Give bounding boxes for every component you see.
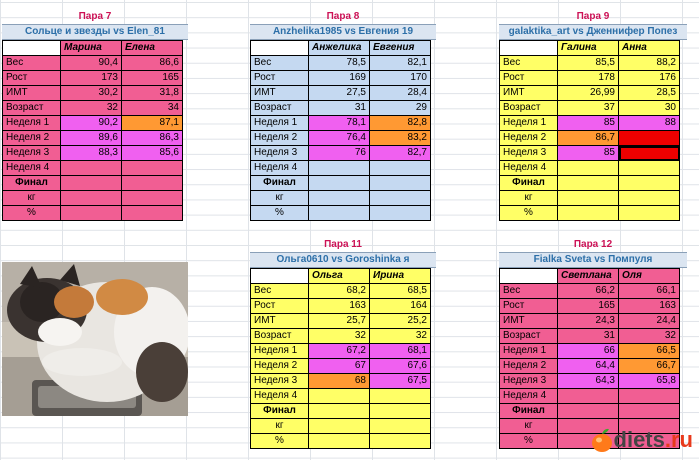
value-cell: 65,8 [619,374,680,389]
row-label: Неделя 1 [251,344,309,359]
logo-text [614,427,693,453]
header-corner [251,269,309,284]
row-label: Возраст [500,329,558,344]
table-row [500,374,680,389]
row-label: Неделя 2 [500,359,558,374]
row-label: ИМТ [500,314,558,329]
pair-title: Пара 9 [576,11,610,22]
summary-cell [309,434,370,449]
row-label: Возраст [500,101,558,116]
summary-label: % [500,206,558,221]
table-row [500,314,680,329]
pair-title: Пара 12 [573,239,613,250]
table-row [251,344,431,359]
summary-label: Финал [251,404,309,419]
pair-subtitle: Ольга0610 vs Goroshinka я [250,252,436,268]
value-cell: 85,6 [122,146,183,161]
value-cell: 173 [61,71,122,86]
summary-label: кг [3,191,61,206]
value-cell: 27,5 [309,86,370,101]
value-cell: 88,3 [61,146,122,161]
row-label: Вес [3,56,61,71]
value-cell: 86,6 [122,56,183,71]
value-cell: 82,8 [370,116,431,131]
logo-main: diets [613,427,665,452]
summary-row [3,191,183,206]
value-cell: 25,7 [309,314,370,329]
value-cell [619,146,680,161]
row-label: Рост [251,299,309,314]
summary-cell [370,176,431,191]
summary-cell [558,191,619,206]
row-label: Неделя 1 [3,116,61,131]
summary-label: Финал [500,176,558,191]
header-corner [3,41,61,56]
value-cell: 67,6 [370,359,431,374]
value-cell: 66,5 [619,344,680,359]
table-row [500,101,680,116]
value-cell: 82,7 [370,146,431,161]
table-row [251,101,431,116]
row-label: ИМТ [500,86,558,101]
value-cell [558,161,619,176]
summary-row [3,206,183,221]
row-label: Неделя 3 [251,146,309,161]
table-row [500,131,680,146]
header-corner [500,41,558,56]
value-cell: 68 [309,374,370,389]
table-row [500,389,680,404]
summary-label: % [251,206,309,221]
summary-cell [122,191,183,206]
value-cell: 32 [370,329,431,344]
table-row [251,161,431,176]
row-label: Неделя 2 [251,359,309,374]
logo-suffix: .ru [664,427,693,452]
summary-cell [558,206,619,221]
pair-title: Пара 8 [326,11,360,22]
value-cell: 64,4 [558,359,619,374]
value-cell: 66,7 [619,359,680,374]
value-cell: 89,6 [61,131,122,146]
row-label: Неделя 2 [251,131,309,146]
table-row [251,146,431,161]
row-label: Возраст [3,101,61,116]
table-row [3,101,183,116]
row-label: Неделя 1 [500,344,558,359]
table-row [251,374,431,389]
header-row [3,41,183,56]
row-label: Вес [251,56,309,71]
table-row [3,71,183,86]
row-label: Неделя 4 [500,389,558,404]
column-header: Евгения [370,41,431,56]
table-row [251,299,431,314]
summary-cell [370,191,431,206]
row-label: Вес [251,284,309,299]
table-row [251,131,431,146]
row-label: Неделя 3 [500,374,558,389]
header-corner [251,41,309,56]
value-cell: 88 [619,116,680,131]
header-corner [500,269,558,284]
table-row [500,56,680,71]
pair-subtitle: Anzhelika1985 vs Евгения 19 [250,24,436,40]
value-cell: 88,2 [619,56,680,71]
summary-row [251,404,431,419]
value-cell: 34 [122,101,183,116]
row-label: Возраст [251,101,309,116]
value-cell [122,161,183,176]
table-row [251,56,431,71]
value-cell: 164 [370,299,431,314]
value-cell: 68,5 [370,284,431,299]
value-cell: 66,1 [619,284,680,299]
value-cell: 32 [61,101,122,116]
value-cell: 67,2 [309,344,370,359]
header-row [251,269,431,284]
summary-cell [61,191,122,206]
value-cell: 29 [370,101,431,116]
row-label: Неделя 4 [251,389,309,404]
row-label: ИМТ [251,86,309,101]
summary-label: кг [251,191,309,206]
summary-cell [61,176,122,191]
row-label: Неделя 3 [500,146,558,161]
value-cell [619,389,680,404]
value-cell: 24,3 [558,314,619,329]
value-cell: 90,4 [61,56,122,71]
value-cell: 24,4 [619,314,680,329]
value-cell [309,389,370,404]
table-row [251,359,431,374]
summary-cell [309,404,370,419]
row-label: Неделя 3 [3,146,61,161]
pair-title: Пара 11 [324,239,362,250]
summary-cell [619,404,680,419]
row-label: Рост [3,71,61,86]
table-row [251,71,431,86]
value-cell: 87,1 [122,116,183,131]
row-label: Неделя 4 [500,161,558,176]
row-label: Вес [500,56,558,71]
summary-row [251,206,431,221]
value-cell: 90,2 [61,116,122,131]
row-label: ИМТ [251,314,309,329]
row-label: Возраст [251,329,309,344]
table-row [251,389,431,404]
value-cell [370,161,431,176]
value-cell: 30,2 [61,86,122,101]
summary-cell [61,206,122,221]
table-row [500,329,680,344]
value-cell: 68,2 [309,284,370,299]
summary-row [500,176,680,191]
summary-row [251,176,431,191]
value-cell: 37 [558,101,619,116]
column-header: Марина [61,41,122,56]
value-cell: 31,8 [122,86,183,101]
header-row [251,41,431,56]
table-row [500,359,680,374]
row-label: Рост [500,71,558,86]
value-cell: 66,2 [558,284,619,299]
value-cell [309,161,370,176]
header-row [500,269,680,284]
summary-cell [309,191,370,206]
value-cell: 67 [309,359,370,374]
column-header: Оля [619,269,680,284]
summary-row [251,419,431,434]
column-header: Анжелика [309,41,370,56]
summary-row [500,206,680,221]
pair-table [499,268,680,449]
value-cell: 178 [558,71,619,86]
summary-row [500,191,680,206]
value-cell: 85 [558,146,619,161]
value-cell: 82,1 [370,56,431,71]
value-cell: 31 [309,101,370,116]
column-header: Анна [619,41,680,56]
table-row [251,86,431,101]
value-cell: 176 [619,71,680,86]
value-cell: 32 [309,329,370,344]
value-cell: 78,5 [309,56,370,71]
summary-cell [122,206,183,221]
table-row [3,56,183,71]
diets-logo [590,426,693,454]
row-label: Рост [251,71,309,86]
value-cell: 68,1 [370,344,431,359]
value-cell: 86,3 [122,131,183,146]
table-row [500,116,680,131]
row-label: Неделя 1 [251,116,309,131]
summary-cell [619,191,680,206]
summary-cell [370,206,431,221]
pair-table [499,40,680,221]
value-cell: 31 [558,329,619,344]
value-cell [558,389,619,404]
value-cell: 163 [309,299,370,314]
cat-photo [2,262,188,416]
summary-row [500,404,680,419]
summary-label: % [251,434,309,449]
column-header: Галина [558,41,619,56]
pair-subtitle: galaktika_art vs Дженнифер Попез [499,24,687,40]
value-cell: 25,2 [370,314,431,329]
value-cell: 83,2 [370,131,431,146]
summary-cell [122,176,183,191]
value-cell [619,161,680,176]
column-header: Елена [122,41,183,56]
cat-photo-icon [2,262,188,416]
value-cell: 64,3 [558,374,619,389]
summary-cell [370,419,431,434]
table-row [3,146,183,161]
pair-table [250,40,431,221]
value-cell: 85,5 [558,56,619,71]
pair-subtitle: Fialka Sveta vs Помпуля [499,252,687,268]
header-row [500,41,680,56]
value-cell: 85 [558,116,619,131]
summary-label: Финал [251,176,309,191]
value-cell: 26,99 [558,86,619,101]
value-cell: 165 [558,299,619,314]
pair-table [250,268,431,449]
pair-subtitle: Сольце и звезды vs Elen_81 [2,24,188,40]
column-header: Ирина [370,269,431,284]
value-cell [619,131,680,146]
row-label: Неделя 2 [500,131,558,146]
value-cell: 66 [558,344,619,359]
table-row [500,86,680,101]
summary-cell [370,434,431,449]
summary-cell [619,176,680,191]
value-cell: 76 [309,146,370,161]
summary-cell [558,176,619,191]
table-row [251,116,431,131]
table-row [251,314,431,329]
row-label: Неделя 4 [3,161,61,176]
summary-label: кг [500,191,558,206]
table-row [500,161,680,176]
summary-label: кг [251,419,309,434]
row-label: Неделя 1 [500,116,558,131]
row-label: Неделя 3 [251,374,309,389]
table-row [500,146,680,161]
summary-label: кг [500,419,558,434]
value-cell: 28,4 [370,86,431,101]
table-row [500,71,680,86]
column-header: Светлана [558,269,619,284]
value-cell: 165 [122,71,183,86]
pair-title: Пара 7 [78,11,112,22]
table-row [251,284,431,299]
summary-cell [309,206,370,221]
table-row [3,116,183,131]
summary-cell [309,176,370,191]
row-label: Рост [500,299,558,314]
value-cell: 86,7 [558,131,619,146]
value-cell: 28,5 [619,86,680,101]
summary-cell [370,404,431,419]
value-cell: 78,1 [309,116,370,131]
row-label: ИМТ [3,86,61,101]
table-row [3,161,183,176]
value-cell: 169 [309,71,370,86]
row-label: Неделя 2 [3,131,61,146]
summary-row [251,191,431,206]
summary-label: % [500,434,558,449]
summary-label: % [3,206,61,221]
summary-label: Финал [500,404,558,419]
value-cell [61,161,122,176]
table-row [3,86,183,101]
summary-cell [309,419,370,434]
summary-row [3,176,183,191]
table-row [500,299,680,314]
table-row [251,329,431,344]
value-cell: 170 [370,71,431,86]
summary-cell [558,404,619,419]
value-cell: 30 [619,101,680,116]
summary-row [251,434,431,449]
value-cell: 32 [619,329,680,344]
column-header: Ольга [309,269,370,284]
summary-label: Финал [3,176,61,191]
apple-icon [590,427,614,453]
pair-table [2,40,183,221]
row-label: Неделя 4 [251,161,309,176]
value-cell [370,389,431,404]
value-cell: 67,5 [370,374,431,389]
table-row [500,344,680,359]
table-row [3,131,183,146]
row-label: Вес [500,284,558,299]
summary-cell [619,206,680,221]
value-cell: 163 [619,299,680,314]
value-cell: 76,4 [309,131,370,146]
table-row [500,284,680,299]
